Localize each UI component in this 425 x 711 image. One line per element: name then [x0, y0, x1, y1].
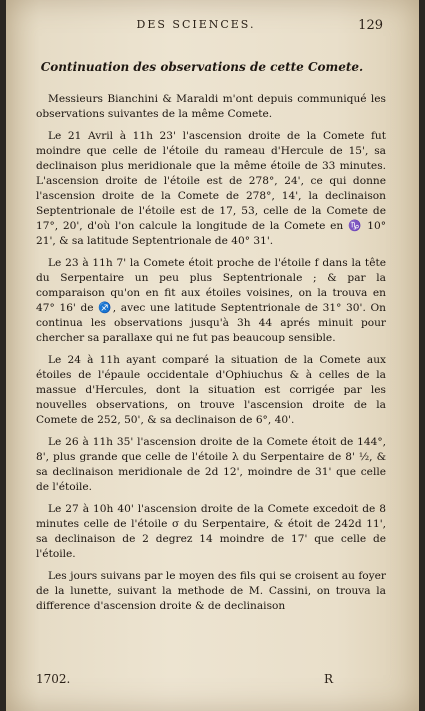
page-header: [6, 18, 419, 38]
paragraph: Le 26 à 11h 35' l'ascension droite de la Comete étoit de 144°, 8', plus grande que celle de l'étoile λ du Serpentaire de 8' ½, & sa declinaison meridionale de 2d 12', moindre de 31' que celle de l'étoile.: [36, 436, 386, 493]
page-number: 129: [358, 18, 383, 33]
running-head: DES SCIENCES.: [136, 18, 256, 31]
paragraph: Le 24 à 11h ayant comparé la situation de la Comete aux étoiles de l'épaule occidentale d'Ophiuchus & à celles de la massue d'Hercules, dont la situation est corrigée par les nouvelles observations, on trouve l'ascension droite de la Comete de 252, 50', & sa declinaison de 6°, 40'.: [36, 354, 386, 426]
body-text: [36, 92, 386, 621]
footer-year: 1702.: [36, 672, 71, 686]
book-page: [6, 0, 419, 711]
paragraph: Le 21 Avril à 11h 23' l'ascension droite de la Comete fut moindre que celle de l'étoile du rameau d'Hercule de 15', sa declinaison plus meridionale que la même étoile de 33 minutes. L'ascension droite de l'étoile est de 278°, 24', ce qui donne l'ascension droite de la Comete de 278°, 14', la declinaison Septentrionale de l'étoile est de 17, 53, celle de la Comete de 17°, 20', d'où l'on calcule la longitude de la Comete en ♑ 10° 21', & sa latitude Septentrionale de 40° 31'.: [36, 130, 386, 247]
paragraph: Le 23 à 11h 7' la Comete étoit proche de l'étoile f dans la tête du Serpentaire un peu plus Septentrionale ; & par la comparaison qu'on en fit aux étoiles voisines, on la trouva en 47° 16' de ♐, avec une latitude Septentrionale de 31° 30'. On continua les observations jusqu'à 3h 44 aprés minuit pour chercher sa parallaxe qui ne fut pas beaucoup sensible.: [36, 257, 386, 344]
signature-mark: R: [324, 672, 334, 686]
paragraph: Les jours suivans par le moyen des fils qui se croisent au foyer de la lunette, suivant la methode de M. Cassini, on trouva la difference d'ascension droite & de declinaison: [36, 570, 386, 612]
section-title: Continuation des observations de cette Comete.: [40, 60, 364, 74]
paragraph: Messieurs Bianchini & Maraldi m'ont depuis communiqué les observations suivantes de la même Comete.: [36, 93, 386, 120]
page-footer: [6, 672, 419, 692]
paragraph: Le 27 à 10h 40' l'ascension droite de la Comete excedoit de 8 minutes celle de l'étoile σ du Serpentaire, & étoit de 242d 11', sa declinaison de 2 degrez 14 moindre de 17' que celle de l'étoile.: [36, 503, 386, 560]
